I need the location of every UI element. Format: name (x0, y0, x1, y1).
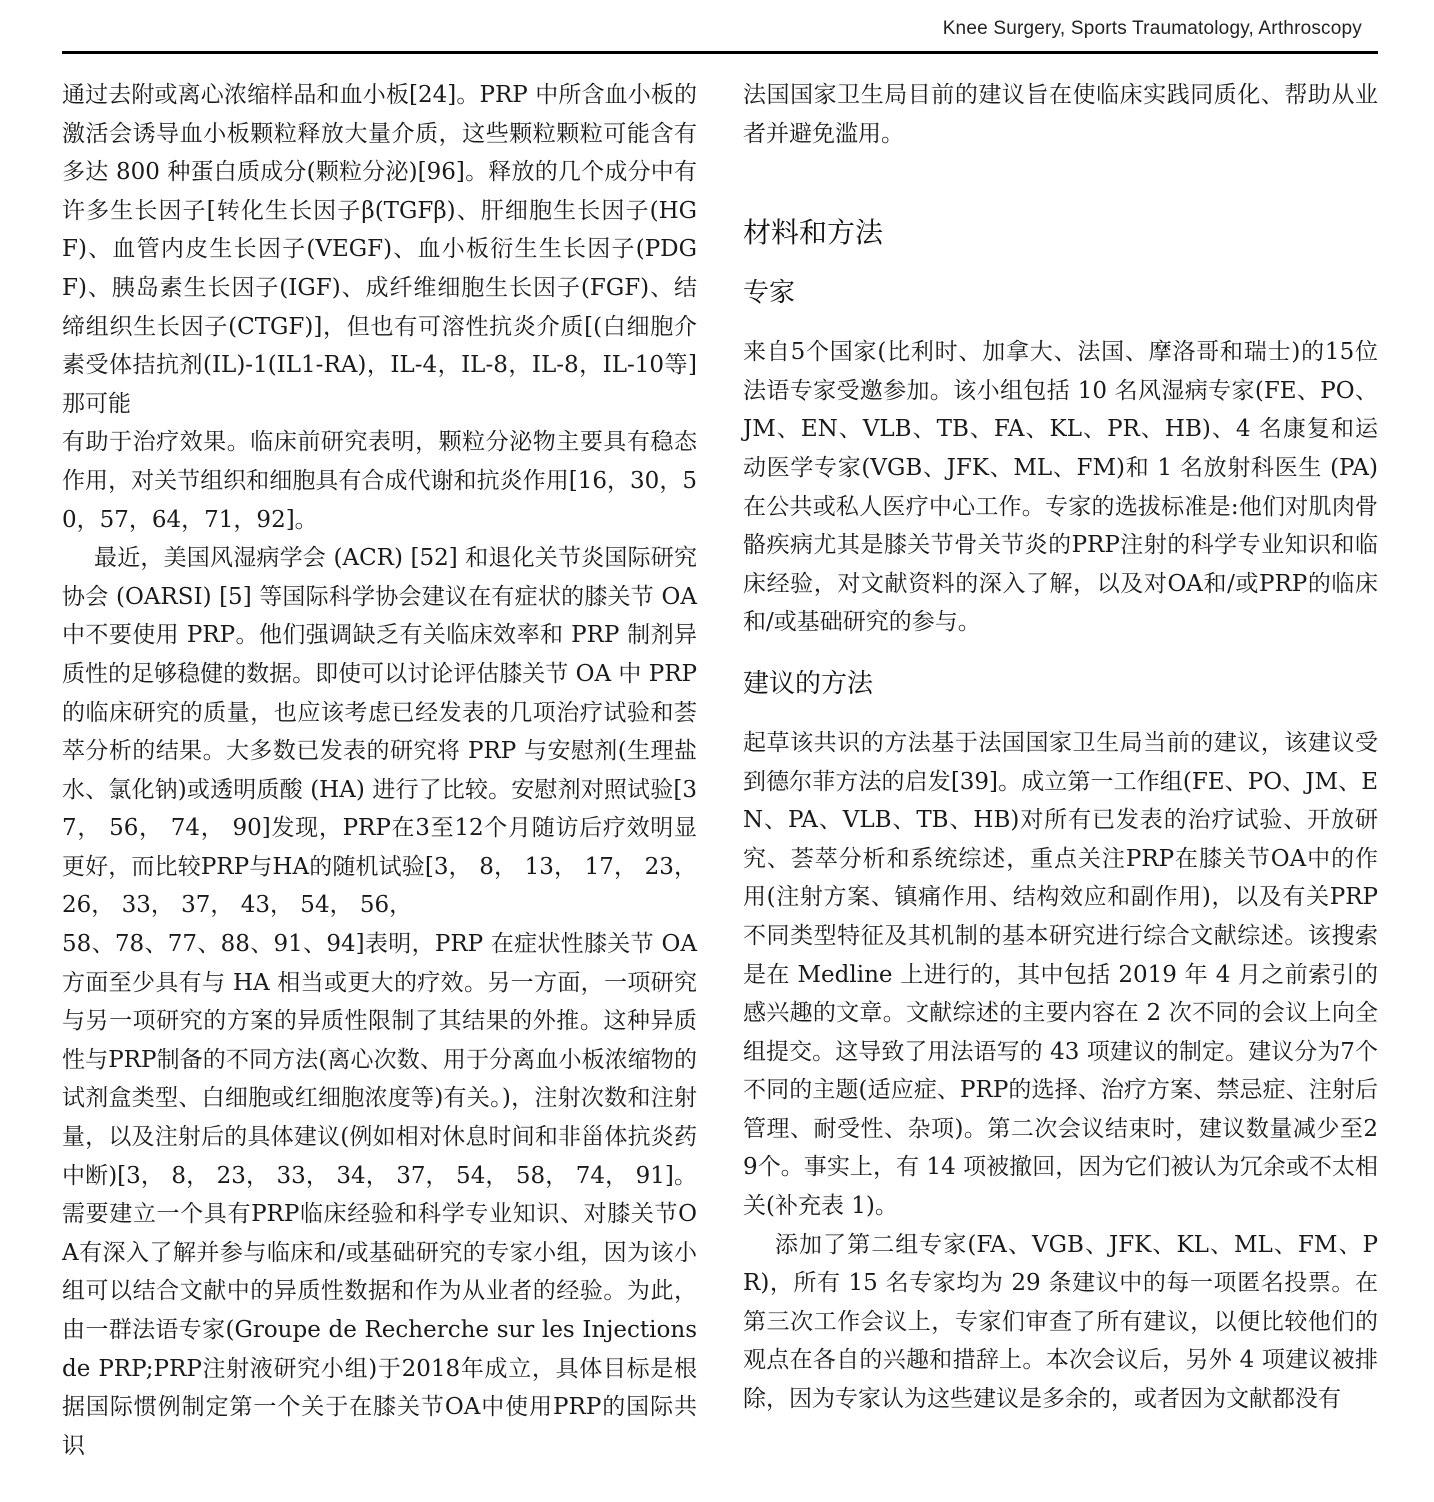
subheading-method: 建议的方法 (743, 668, 874, 699)
running-header-journal: Knee Surgery, Sports Traumatology, Arthroscopy (942, 18, 1362, 39)
right-column (743, 76, 1378, 1419)
section-heading-materials-methods: 材料和方法 (743, 216, 884, 250)
body-paragraph: 有助于治疗效果。临床前研究表明，颗粒分泌物主要具有稳态作用，对关节组织和细胞具有合成代谢和抗炎作用[16，30，50，57，64，71，92]。 (62, 429, 697, 533)
header-rule (62, 51, 1378, 54)
body-paragraph-method-2: 添加了第二组专家(FA、VGB、JFK、KL、ML、FM、PR)，所有 15 名专家均为 29 条建议中的每一项匿名投票。在第三次工作会议上，专家们审查了所有建议，以便比较他们的观点在各自的兴趣和措辞上。本次会议后，另外 4 项建议被排除，因为专家认为这些建议是多余的，或者因为文献都没有 (743, 1231, 1378, 1413)
body-paragraph-experts: 来自5个国家(比利时、加拿大、法国、摩洛哥和瑞士)的15位法语专家受邀参加。该小组包括 10 名风湿病专家(FE、PO、JM、EN、VLB、TB、FA、KL、PR、HB)、4 名康复和运动医学专家(VGB、JFK、ML、FM)和 1 名放射科医生 (PA) 在公共或私人医疗中心工作。专家的选拔标准是:他们对肌肉骨骼疾病尤其是膝关节骨关节炎的PRP注射的科学专业知识和临床经验，对文献资料的深入了解，以及对OA和/或PRP的临床和/或基础研究的参与。 (743, 339, 1378, 636)
body-paragraph: 58、78、77、88、91、94]表明，PRP 在症状性膝关节 OA 方面至少具有与 HA 相当或更大的疗效。另一方面，一项研究与另一项研究的方案的异质性限制了其结果的外推。这种异质性与PRP制备的不同方法(离心次数、用于分离血小板浓缩物的试剂盒类型、白细胞或红细胞浓度等)有关。)，注射次数和注射量，以及注射后的具体建议(例如相对休息时间和非甾体抗炎药中断)[3， 8， 23， 33， 34， 37， 54， 58， 74， 91]。需要建立一个具有PRP临床经验和科学专业知识、对膝关节OA有深入了解并参与临床和/或基础研究的专家小组，因为该小组可以结合文献中的异质性数据和作为从业者的经验。为此，由一群法语专家(Groupe de Recherche sur les Injections de PRP;PRP注射液研究小组)于2018年成立，具体目标是根据国际惯例制定第一个关于在膝关节OA中使用PRP的国际共识 (62, 931, 697, 1459)
left-column (62, 76, 697, 1465)
subheading-experts: 专家 (743, 278, 796, 309)
body-paragraph: 法国国家卫生局目前的建议旨在使临床实践同质化、帮助从业者并避免滥用。 (743, 82, 1378, 147)
body-paragraph: 最近，美国风湿病学会 (ACR) [52] 和退化关节炎国际研究协会 (OARSI) [5] 等国际科学协会建议在有症状的膝关节 OA 中不要使用 PRP。他们强调缺乏有关临床效率和 PRP 制剂异质性的足够稳健的数据。即使可以讨论评估膝关节 OA 中 PRP 的临床研究的质量，也应该考虑已经发表的几项治疗试验和荟萃分析的结果。大多数已发表的研究将 PRP 与安慰剂(生理盐水、氯化钠)或透明质酸 (HA) 进行了比较。安慰剂对照试验[37， 56， 74， 90]发现，PRP在3至12个月随访后疗效明显更好，而比较PRP与HA的随机试验[3， 8， 13， 17， 23， 26， 33， 37， 43， 54， 56， (62, 545, 697, 919)
body-paragraph: 通过去附或离心浓缩样品和血小板[24]。PRP 中所含血小板的激活会诱导血小板颗粒释放大量介质，这些颗粒颗粒可能含有多达 800 种蛋白质成分(颗粒分泌)[96]。释放的几个成分中有许多生长因子[转化生长因子β(TGFβ)、肝细胞生长因子(HGF)、血管内皮生长因子(VEGF)、血小板衍生生长因子(PDGF)、胰岛素生长因子(IGF)、成纤维细胞生长因子(FGF)、结缔组织生长因子(CTGF)]，但也有可溶性抗炎介质[(白细胞介素受体拮抗剂(IL)-1(IL1-RA)，IL-4，IL-8，IL-8，IL-10等]那可能 (62, 82, 697, 417)
body-paragraph-method: 起草该共识的方法基于法国国家卫生局当前的建议，该建议受到德尔菲方法的启发[39]。成立第一工作组(FE、PO、JM、EN、PA、VLB、TB、HB)对所有已发表的治疗试验、开放研究、荟萃分析和系统综述，重点关注PRP在膝关节OA中的作用(注射方案、镇痛作用、结构效应和副作用)，以及有关PRP不同类型特征及其机制的基本研究进行综合文献综述。该搜索是在 Medline 上进行的，其中包括 2019 年 4 月之前索引的感兴趣的文章。文献综述的主要内容在 2 次不同的会议上向全组提交。这导致了用法语写的 43 项建议的制定。建议分为7个不同的主题(适应症、PRP的选择、治疗方案、禁忌症、注射后管理、耐受性、杂项)。第二次会议结束时，建议数量减少至29个。事实上，有 14 项被撤回，因为它们被认为冗余或不太相关(补充表 1)。 (743, 729, 1378, 1220)
